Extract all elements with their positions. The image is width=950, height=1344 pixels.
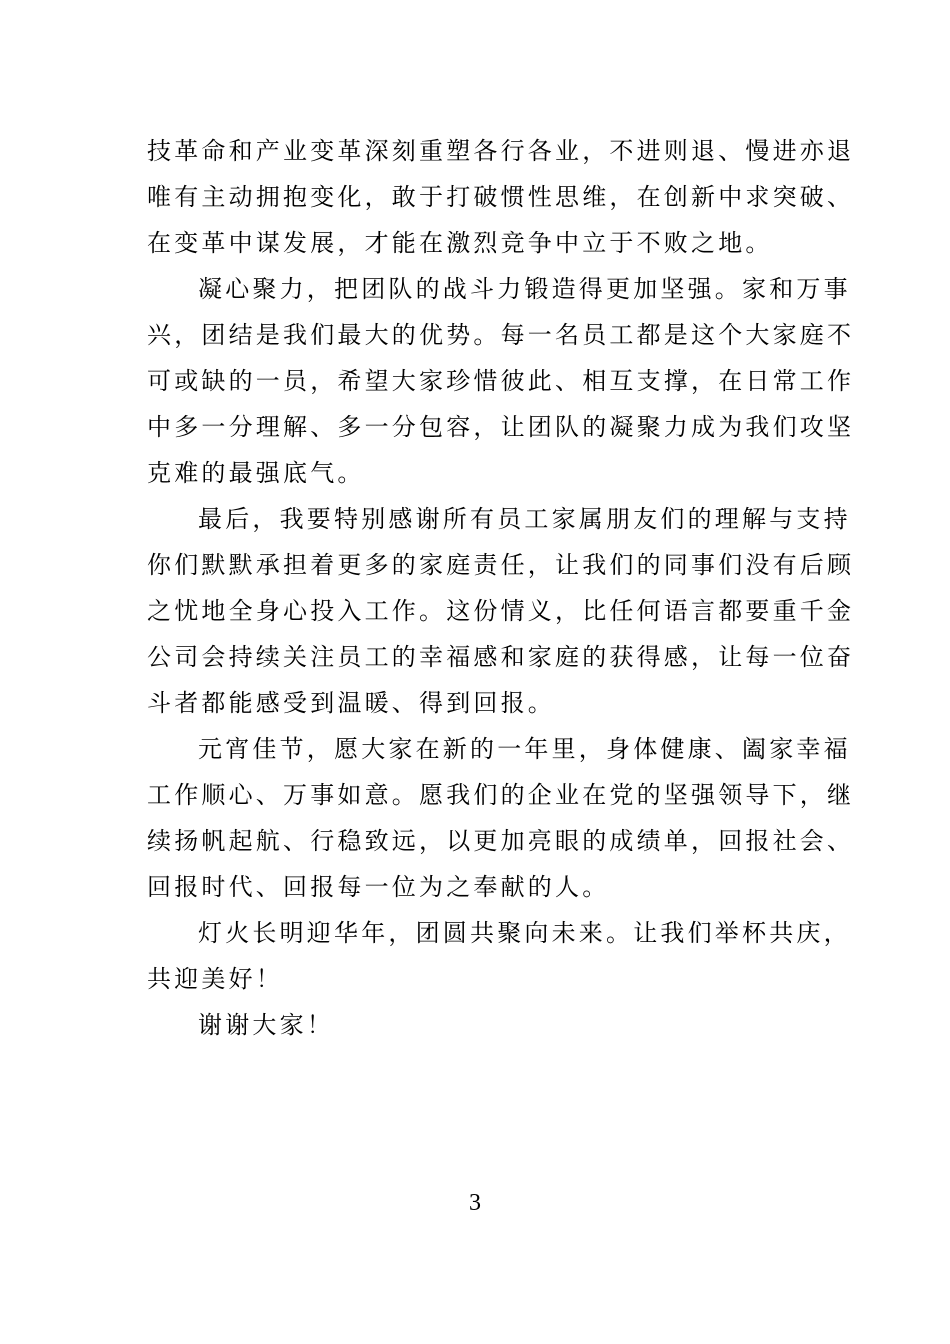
paragraph-2-line-2: 兴，团结是我们最大的优势。每一名员工都是这个大家庭不 xyxy=(147,321,855,349)
paragraph-2-line-4: 中多一分理解、多一分包容，让团队的凝聚力成为我们攻坚 xyxy=(147,413,855,441)
paragraph-3-line-4: 公司会持续关注员工的幸福感和家庭的获得感，让每一位奋 xyxy=(147,643,855,671)
paragraph-3-line-1: 最后，我要特别感谢所有员工家属朋友们的理解与支持 xyxy=(198,505,851,533)
paragraph-3-line-3: 之忧地全身心投入工作。这份情义，比任何语言都要重千金 xyxy=(147,597,855,625)
paragraph-1-line-3: 在变革中谋发展，才能在激烈竞争中立于不败之地。 xyxy=(147,229,773,257)
paragraph-3-line-5: 斗者都能感受到温暖、得到回报。 xyxy=(147,689,555,717)
paragraph-4-line-2: 工作顺心、万事如意。愿我们的企业在党的坚强领导下，继 xyxy=(147,781,855,809)
paragraph-3-line-2: 你们默默承担着更多的家庭责任，让我们的同事们没有后顾 xyxy=(147,551,855,579)
paragraph-5-line-1: 灯火长明迎华年，团圆共聚向未来。让我们举杯共庆， xyxy=(198,919,851,947)
paragraph-4-line-3: 续扬帆起航、行稳致远，以更加亮眼的成绩单，回报社会、 xyxy=(147,827,855,855)
page-number: 3 xyxy=(469,1190,481,1216)
paragraph-2-line-1: 凝心聚力，把团队的战斗力锻造得更加坚强。家和万事 xyxy=(198,275,851,303)
paragraph-2-line-3: 可或缺的一员，希望大家珍惜彼此、相互支撑，在日常工作 xyxy=(147,367,855,395)
paragraph-4-line-1: 元宵佳节，愿大家在新的一年里，身体健康、阖家幸福 xyxy=(198,735,851,763)
paragraph-1-line-1: 技革命和产业变革深刻重塑各行各业，不进则退、慢进亦退 xyxy=(147,137,855,165)
paragraph-6-line-1: 谢谢大家！ xyxy=(198,1011,334,1039)
paragraph-1-line-2: 唯有主动拥抱变化，敢于打破惯性思维，在创新中求突破、 xyxy=(147,183,855,211)
paragraph-2-line-5: 克难的最强底气。 xyxy=(147,459,365,487)
paragraph-4-line-4: 回报时代、回报每一位为之奉献的人。 xyxy=(147,873,610,901)
paragraph-5-line-2: 共迎美好！ xyxy=(147,965,283,993)
body-text xyxy=(147,128,855,1048)
